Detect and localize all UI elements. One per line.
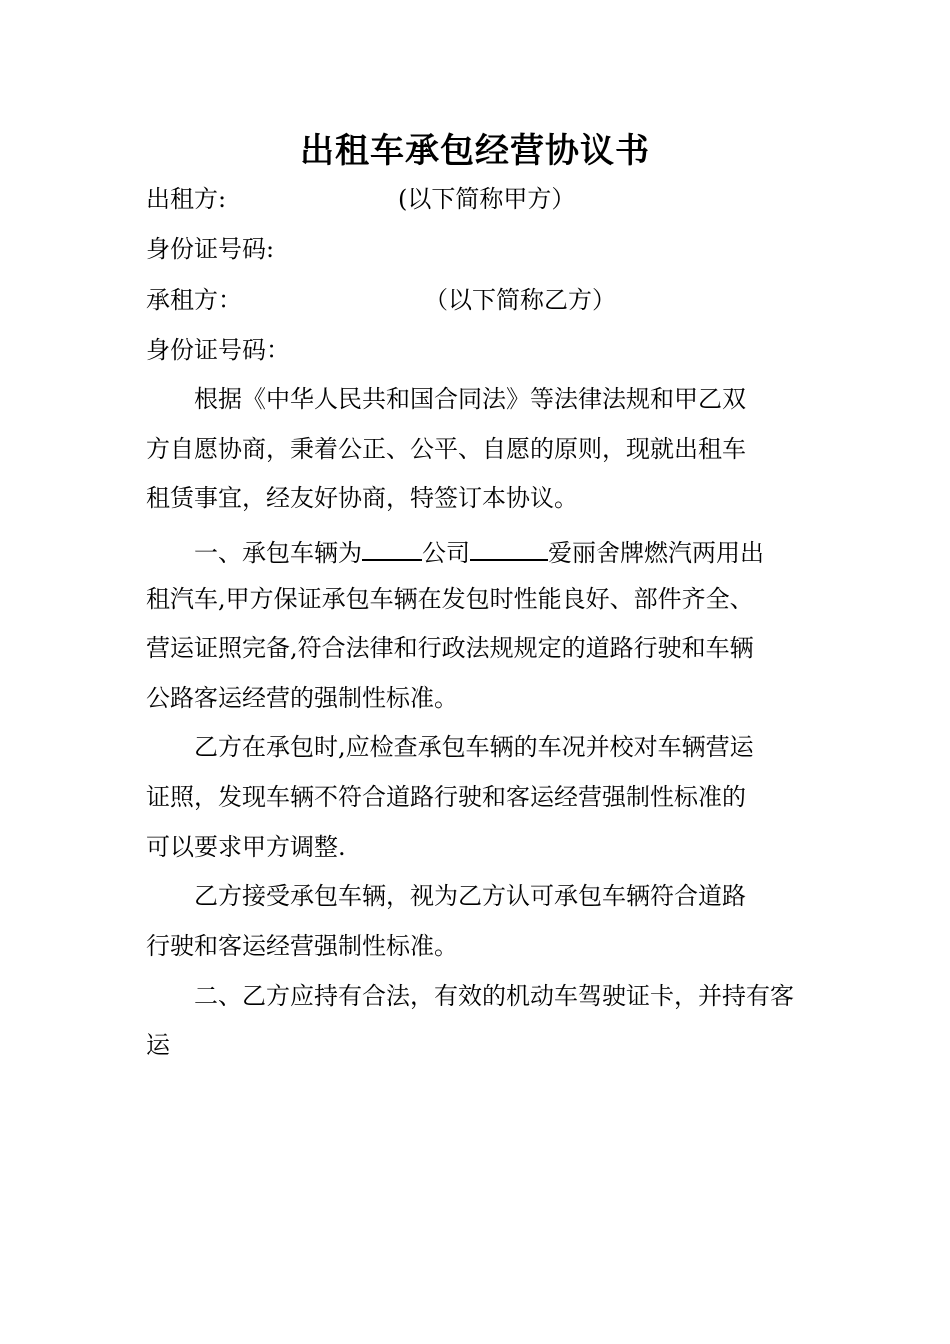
lessee-id-label: 身份证号码： xyxy=(146,336,290,364)
lessor-id-label: 身份证号码: xyxy=(146,235,275,263)
document-title: 出租车承包经营协议书 xyxy=(300,131,650,171)
clause2-line: 运 xyxy=(146,1031,170,1059)
lessor-label: 出租方: xyxy=(146,185,227,213)
preamble-line: 方自愿协商，秉着公正、公平、自愿的原则，现就出租车 xyxy=(146,435,746,463)
clause1-text-b: 公司 xyxy=(422,539,470,567)
vehicle-blank-2 xyxy=(470,533,548,561)
inspection-line: 证照，发现车辆不符合道路行驶和客运经营强制性标准的 xyxy=(146,783,746,811)
inspection-line: 可以要求甲方调整. xyxy=(146,833,346,861)
clause1-text-c: 爱丽舍牌燃汽两用出 xyxy=(548,539,764,567)
clause2-line: 二、乙方应持有合法，有效的机动车驾驶证卡，并持有客 xyxy=(194,982,794,1010)
vehicle-blank-1 xyxy=(362,533,422,561)
clause1-line: 公路客运经营的强制性标准。 xyxy=(146,684,458,712)
lessee-note: （以下简称乙方） xyxy=(424,286,616,314)
inspection-line: 乙方在承包时,应检查承包车辆的车况并校对车辆营运 xyxy=(194,733,754,761)
clause1-text-a: 一、承包车辆为 xyxy=(194,539,362,567)
preamble-line: 根据《中华人民共和国合同法》等法律法规和甲乙双 xyxy=(194,385,746,413)
lessee-label: 承租方： xyxy=(146,286,242,314)
clause1-line: 租汽车,甲方保证承包车辆在发包时性能良好、部件齐全、 xyxy=(146,585,754,613)
lessor-note: (以下简称甲方） xyxy=(398,185,576,213)
accept-line: 乙方接受承包车辆，视为乙方认可承包车辆符合道路 xyxy=(194,882,746,910)
preamble-line: 租赁事宜，经友好协商，特签订本协议。 xyxy=(146,484,578,512)
clause1-line: 营运证照完备,符合法律和行政法规规定的道路行驶和车辆 xyxy=(146,634,754,662)
accept-line: 行驶和客运经营强制性标准。 xyxy=(146,932,458,960)
clause1-first-line xyxy=(194,533,764,569)
